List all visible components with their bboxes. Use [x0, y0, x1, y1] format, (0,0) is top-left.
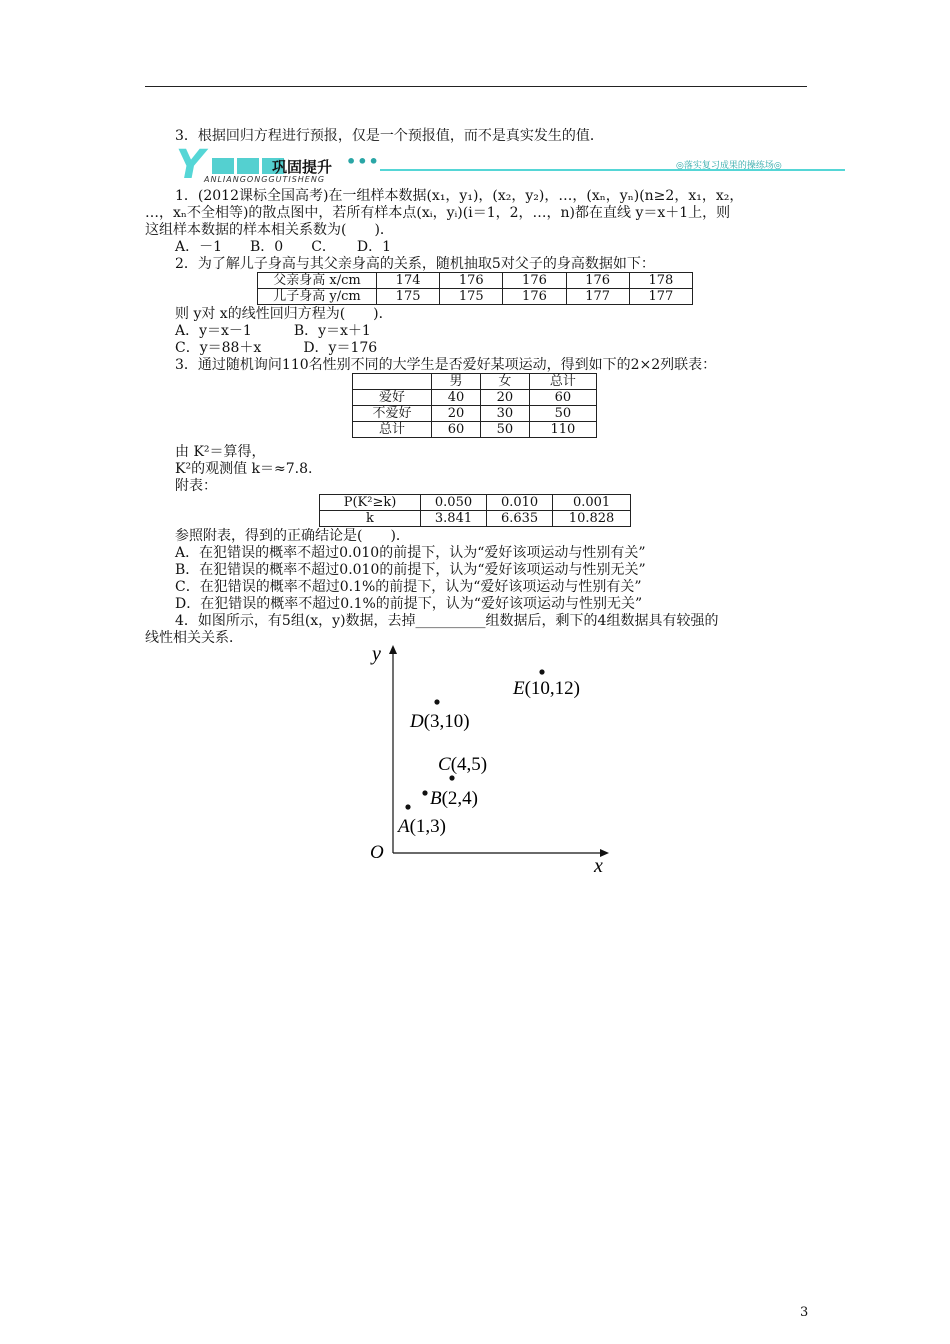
origin-label: O	[370, 842, 384, 863]
q2-question: 则 y对 x的线性回归方程为( )．	[175, 306, 393, 322]
table-cell: 0.050	[421, 495, 487, 511]
table-cell: 爱好	[353, 390, 432, 406]
table-cell: 6.635	[487, 511, 553, 527]
scatter-point	[539, 669, 544, 674]
banner-dots: •••	[346, 152, 380, 171]
q2-stem: 2．为了解儿子身高与其父亲身高的关系，随机抽取5对父子的身高数据如下：	[175, 256, 655, 272]
table-cell: 0.010	[487, 495, 553, 511]
q1-line-3: 这组样本数据的样本相关系数为( )．	[145, 222, 394, 238]
page-number: 3	[800, 1305, 809, 1320]
table-cell: 20	[432, 406, 481, 422]
table-cell: 总计	[353, 422, 432, 438]
q3-appendix-label: 附表：	[175, 478, 217, 494]
table-cell: 174	[377, 273, 440, 289]
table-row	[353, 390, 597, 406]
q3-k-value: K²的观测值 k＝≈7.8.	[175, 461, 313, 477]
point-label: B(2,4)	[430, 788, 479, 809]
table-cell	[353, 374, 432, 390]
table-cell: 176	[440, 273, 503, 289]
q3-option-d: D．在犯错误的概率不超过0.1%的前提下，认为“爱好该项运动与性别无关”	[175, 596, 643, 612]
table-cell: 总计	[529, 374, 596, 390]
table-cell: 177	[566, 289, 629, 305]
header-rule	[145, 86, 807, 87]
table-cell: k	[320, 511, 421, 527]
table-cell: 40	[432, 390, 481, 406]
y-axis-label: y	[372, 643, 381, 665]
table-row	[320, 511, 631, 527]
table-cell: 父亲身高 x/cm	[258, 273, 377, 289]
table-cell: P(K²≥k)	[320, 495, 421, 511]
q4-line-1: 4．如图所示，有5组(x，y)数据，去掉__________组数据后，剩下的4组数据具有较强的	[175, 613, 719, 629]
x-axis-label: x	[594, 855, 603, 877]
table-cell: 175	[440, 289, 503, 305]
data-points	[396, 669, 580, 837]
table-cell: 110	[529, 422, 596, 438]
scatter-point	[422, 790, 427, 795]
scatter-point	[434, 699, 439, 704]
table-row	[353, 374, 597, 390]
x-axis	[393, 849, 609, 857]
q3-option-b: B．在犯错误的概率不超过0.010的前提下，认为“爱好该项运动与性别无关”	[175, 562, 646, 578]
banner-title: 巩固提升	[272, 158, 333, 176]
contingency-table	[352, 373, 597, 438]
q2-options-ab: A．y＝x－1 B．y＝x＋1	[175, 323, 371, 339]
table-cell: 176	[503, 273, 566, 289]
point-label: D(3,10)	[410, 711, 470, 732]
section-banner	[176, 142, 846, 188]
table-cell: 176	[503, 289, 566, 305]
q3-stem: 3．通过随机询问110名性别不同的大学生是否爱好某项运动，得到如下的2×2列联表：	[175, 357, 717, 373]
table-row	[353, 422, 597, 438]
table-cell: 177	[629, 289, 692, 305]
table-row	[258, 273, 693, 289]
point-label: A(1,3)	[398, 816, 447, 837]
table-cell: 60	[432, 422, 481, 438]
scatter-point	[405, 804, 410, 809]
table-cell: 儿子身高 y/cm	[258, 289, 377, 305]
table-cell: 20	[480, 390, 529, 406]
table-cell: 50	[529, 406, 596, 422]
table-cell: 60	[529, 390, 596, 406]
table-row	[353, 406, 597, 422]
scatter-plot	[360, 640, 620, 880]
table-cell: 男	[432, 374, 481, 390]
q1-line-2: …，xₙ不全相等)的散点图中，若所有样本点(xᵢ，yᵢ)(i＝1，2，…，n)都在直线 y＝x＋1上，则	[145, 205, 731, 221]
table-cell: 3.841	[421, 511, 487, 527]
table-row	[258, 289, 693, 305]
appendix-table	[319, 494, 631, 527]
q3-option-c: C．在犯错误的概率不超过0.1%的前提下，认为“爱好该项运动与性别有关”	[175, 579, 642, 595]
intro-note: 3．根据回归方程进行预报，仅是一个预报值，而不是真实发生的值．	[175, 128, 604, 144]
scatter-point	[449, 775, 454, 780]
table-cell: 30	[480, 406, 529, 422]
point-label: C(4,5)	[438, 754, 488, 775]
y-axis	[389, 645, 397, 853]
table-cell: 0.001	[553, 495, 631, 511]
point-label: E(10,12)	[513, 678, 581, 699]
q4-line-2: 线性相关关系．	[145, 630, 243, 646]
table-cell: 不爱好	[353, 406, 432, 422]
banner-letter: Y	[176, 142, 205, 188]
table-cell: 50	[480, 422, 529, 438]
height-table	[257, 272, 693, 305]
q3-k2-formula: 由 K²＝算得，	[175, 444, 266, 460]
table-cell: 176	[566, 273, 629, 289]
table-cell: 175	[377, 289, 440, 305]
table-cell: 178	[629, 273, 692, 289]
banner-subtitle: ANLIANGONGGUTISHENG	[204, 175, 326, 184]
q3-question: 参照附表，得到的正确结论是( )．	[175, 528, 410, 544]
table-cell: 10.828	[553, 511, 631, 527]
q1-line-1: 1．(2012课标全国高考)在一组样本数据(x₁，y₁)，(x₂，y₂)，…，(xₙ，yₙ)(n≥2，x₁，x₂，	[175, 188, 744, 204]
banner-slogan: ◎落实复习成果的操练场◎	[676, 161, 782, 171]
q1-options: A．－1 B．0 C． D．1	[175, 239, 392, 255]
table-cell: 女	[480, 374, 529, 390]
y-axis-arrow-icon	[389, 645, 397, 654]
q2-options-cd: C．y＝88＋x D．y＝176	[175, 340, 378, 356]
table-row	[320, 495, 631, 511]
q3-option-a: A．在犯错误的概率不超过0.010的前提下，认为“爱好该项运动与性别有关”	[175, 545, 646, 561]
